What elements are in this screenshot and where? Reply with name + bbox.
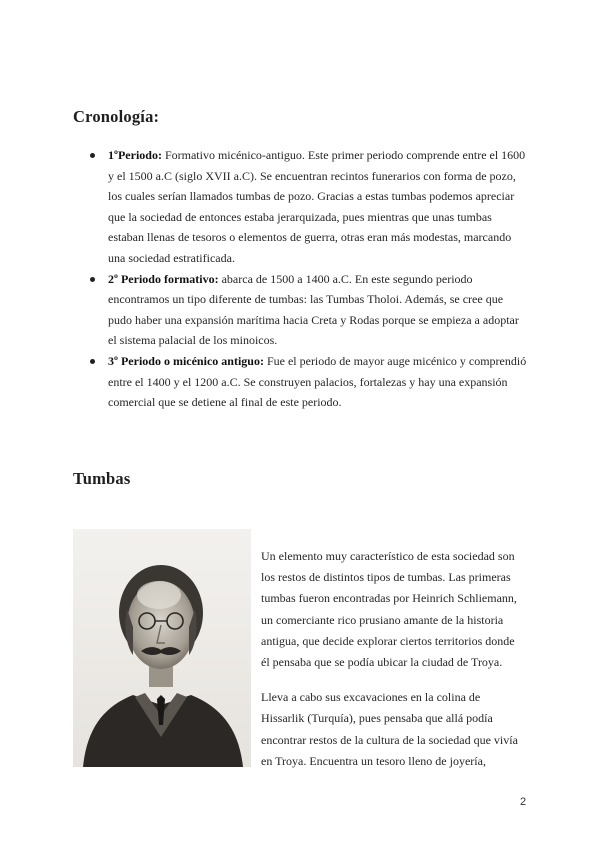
bullet-icon — [90, 359, 95, 364]
list-item — [90, 145, 528, 269]
period-label: 2º Periodo formativo: — [108, 271, 219, 286]
bullet-icon — [90, 153, 95, 158]
cronologia-list — [90, 145, 528, 413]
list-item — [90, 351, 528, 413]
section-title-cronologia: Cronología: — [73, 107, 160, 126]
period-text: Formativo micénico-antiguo. Este primer periodo comprende entre el 1600 y el 1500 a.C (siglo XVII a.C). Se encuentran recintos funerarios con forma de pozo, los cuales serían llamados tumbas de pozo. Gracias a estas tumbas podemos apreciar que la sociedad de entonces estaba jerarquizada, pues mientras que unas tumbas estaban llenas de tesoros o elementos de guerra, otras eran más modestas, marcando una sociedad estratificada. — [108, 148, 526, 265]
period-label: 3º Periodo o micénico antiguo: — [108, 353, 264, 368]
portrait-image — [73, 529, 251, 767]
paragraph: Un elemento muy característico de esta sociedad son los restos de distintos tipos de tumbas. Las primeras tumbas fueron encontradas por Heinrich Schliemann, un comerciante rico prusiano amante de la historia antigua, que decide explorar ciertos territorios donde él pensaba que se podía ubicar la ciudad de Troya. — [261, 549, 517, 670]
page-number: 2 — [520, 796, 527, 808]
period-text: Fue el periodo de mayor auge micénico y comprendió entre el 1400 y el 1200 a.C. Se construyen palacios, fortalezas y hay una expansión comercial que se detiene al final de este periodo. — [108, 353, 527, 410]
tumbas-text — [261, 546, 523, 772]
period-label: 1ºPeriodo: — [108, 148, 162, 162]
period-text: abarca de 1500 a 1400 a.C. En este segundo periodo encontramos un tipo diferente de tumbas: las Tumbas Tholoi. Además, se cree que pudo haber una expansión marítima hacia Creta y Rodas porque se empieza a adoptar el sistema palacial de los minoicos. — [108, 271, 519, 348]
paragraph: Lleva a cabo sus excavaciones en la colina de Hissarlik (Turquía), pues pensaba que allá podía encontrar restos de la cultura de la sociedad que vivía en Troya. Encuentra un tesoro lleno de joyería, — [261, 690, 518, 768]
list-item — [90, 269, 528, 351]
bullet-icon — [90, 277, 95, 282]
section-title-tumbas: Tumbas — [73, 469, 131, 488]
